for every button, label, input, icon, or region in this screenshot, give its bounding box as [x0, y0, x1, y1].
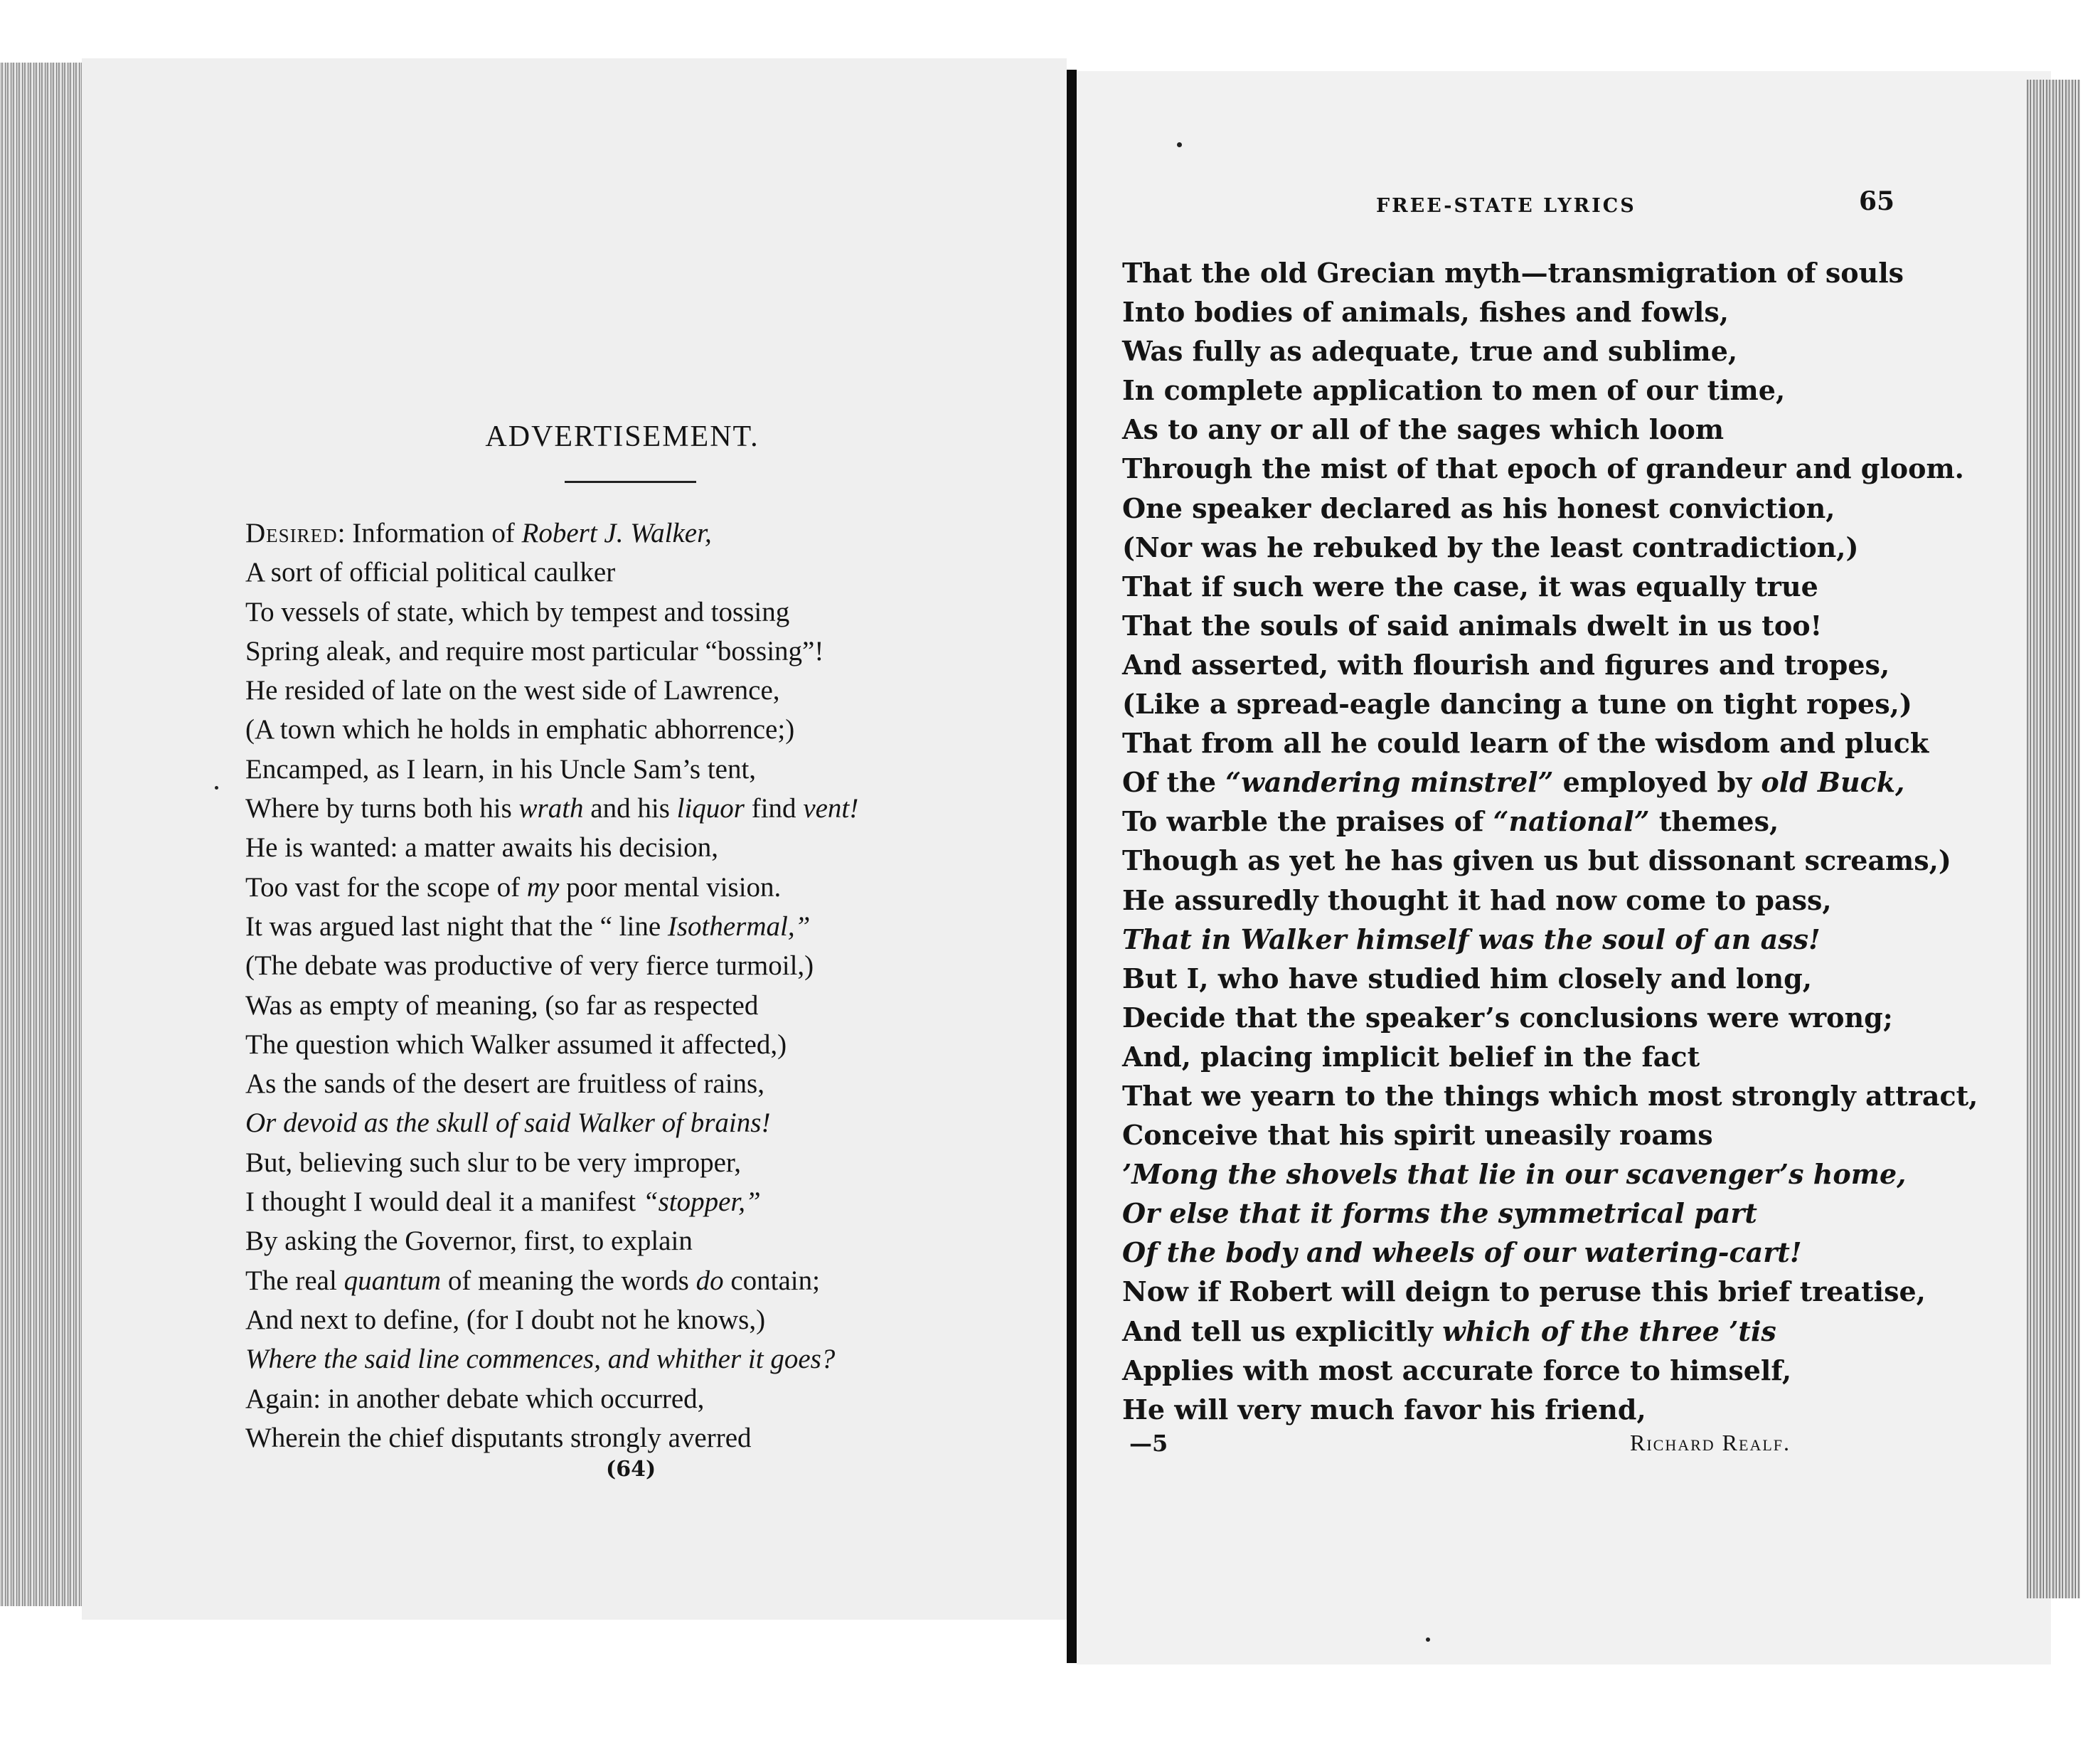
poem-line-text: Too vast for the scope of: [245, 871, 527, 903]
poem-line-text: That in Walker himself was the soul of an ass!: [1122, 923, 1821, 955]
poem-line-text: themes,: [1649, 805, 1779, 838]
poem-line: [245, 789, 858, 828]
poem-line-text: That the old Grecian myth—transmigration of souls: [1122, 257, 1904, 289]
paper-speck: [1177, 142, 1182, 147]
poem-line: [1122, 528, 1978, 567]
poem-line-text: And next to define, (for I doubt not he knows,): [245, 1304, 766, 1335]
paper-speck: [215, 786, 218, 790]
poem-line-text: To warble the praises of: [1122, 805, 1493, 838]
poem-line-text: Where the said line commences, and whither it goes?: [245, 1344, 836, 1375]
poem-line: [245, 1064, 858, 1103]
poem-line-text: (Like a spread-eagle dancing a tune on tight ropes,): [1122, 688, 1912, 721]
poem-line-text: Isothermal,”: [667, 910, 811, 942]
poem-line: [1122, 1272, 1978, 1311]
poem-line-text: “wandering minstrel”: [1225, 766, 1554, 799]
author-signature: Richard Realf.: [1630, 1430, 1791, 1455]
poem-line-text: vent!: [803, 793, 859, 824]
poem-line-text: Into bodies of animals, fishes and fowls,: [1122, 296, 1729, 329]
poem-line-text: I thought I would deal it a manifest: [245, 1186, 643, 1218]
poem-line-text: ’Mong the shovels that lie in our scavenger’s home,: [1122, 1158, 1907, 1191]
poem-line-text: Of the: [1122, 766, 1226, 799]
running-head: FREE-STATE LYRICS: [1376, 195, 1636, 217]
left-page-number: (64): [606, 1457, 656, 1482]
poem-line-text: Of the body and wheels of our watering-cart!: [1122, 1236, 1802, 1269]
poem-line-text: Applies with most accurate force to himself,: [1122, 1354, 1792, 1386]
poem-line-text: quantum: [343, 1265, 442, 1296]
poem-line-text: But I, who have studied him closely and long,: [1122, 962, 1812, 994]
poem-line-text: And tell us explicitly: [1122, 1315, 1443, 1347]
right-page-number: 65: [1859, 186, 1895, 216]
poem-line: [245, 710, 858, 749]
poem-line-text: poor mental vision.: [559, 871, 782, 903]
poem-line: [1122, 645, 1978, 684]
poem-line-text: And, placing implicit belief in the fact: [1122, 1040, 1700, 1073]
poem-line: [245, 1339, 858, 1379]
poem-line-text: As to any or all of the sages which loom: [1122, 413, 1725, 446]
poem-line: [1122, 841, 1978, 880]
poem-line: [1122, 567, 1978, 606]
poem-line: [1122, 253, 1978, 292]
poem-line-text: do: [695, 1265, 724, 1296]
poem-line-text: (The debate was productive of very fierce turmoil,): [245, 950, 814, 982]
right-poem: [1122, 253, 1978, 1429]
poem-line: [1122, 1076, 1978, 1115]
poem-line: [1122, 489, 1978, 528]
poem-line-text: employed by: [1553, 766, 1761, 799]
poem-line: [1122, 881, 1978, 920]
poem-line-text: To vessels of state, which by tempest and tossing: [245, 596, 790, 627]
poem-line-text: liquor: [676, 793, 745, 824]
poem-line-text: He assuredly thought it had now come to pass,: [1122, 883, 1832, 916]
poem-line: [245, 1261, 858, 1300]
poem-line: [1122, 371, 1978, 410]
book-spine: [1067, 70, 1077, 1663]
poem-line-text: of meaning the words: [441, 1265, 696, 1296]
poem-line: [1122, 1390, 1978, 1429]
poem-line-text: That we yearn to the things which most strongly attract,: [1122, 1079, 1978, 1112]
poem-line: [245, 1182, 858, 1221]
poem-line: [245, 828, 858, 867]
poem-line: [1122, 920, 1978, 959]
advertisement-title: ADVERTISEMENT.: [485, 420, 759, 453]
poem-line: [245, 514, 858, 553]
poem-line: [1122, 410, 1978, 449]
poem-line: [245, 907, 858, 946]
poem-line-text: my: [526, 871, 560, 903]
poem-line: [1122, 331, 1978, 371]
poem-line: [1122, 998, 1978, 1037]
poem-line-text: The question which Walker assumed it affected,): [245, 1029, 787, 1060]
poem-line: [1122, 959, 1978, 998]
poem-line: [245, 1221, 858, 1260]
poem-line-text: Spring aleak, and require most particular “bossing”!: [245, 635, 824, 667]
poem-line: [245, 750, 858, 789]
poem-line: [1122, 1037, 1978, 1076]
poem-line: [1122, 1233, 1978, 1272]
poem-line-text: old Buck,: [1761, 766, 1905, 799]
poem-line-text: Where by turns both his: [245, 793, 519, 824]
poem-line: [245, 1300, 858, 1339]
poem-line-text: One speaker declared as his honest conviction,: [1122, 492, 1835, 524]
poem-line-text: Decide that the speaker’s conclusions were wrong;: [1122, 1001, 1893, 1034]
poem-line-text: Or devoid as the skull of said Walker of brains!: [245, 1108, 771, 1139]
poem-line: [1122, 1312, 1978, 1351]
signature-mark: —5: [1129, 1430, 1168, 1457]
poem-line-text: Again: in another debate which occurred,: [245, 1383, 705, 1414]
poem-line: [245, 946, 858, 985]
poem-line-text: Encamped, as I learn, in his Uncle Sam’s tent,: [245, 753, 757, 785]
poem-line: [1122, 1154, 1978, 1194]
poem-line-text: Through the mist of that epoch of grandeur and gloom.: [1122, 452, 1964, 485]
poem-line-text: Conceive that his spirit uneasily roams: [1122, 1119, 1713, 1152]
poem-line-text: find: [744, 793, 804, 824]
poem-line: [1122, 802, 1978, 841]
poem-line: [1122, 723, 1978, 763]
poem-line-text: Was as empty of meaning, (so far as respected: [245, 989, 759, 1021]
poem-line: [1122, 1194, 1978, 1233]
poem-line-text: (A town which he holds in emphatic abhorrence;): [245, 714, 795, 745]
poem-line-text: He resided of late on the west side of Lawrence,: [245, 675, 780, 706]
poem-line-text: contain;: [723, 1265, 820, 1296]
poem-line: [245, 1379, 858, 1418]
poem-line-text: Now if Robert will deign to peruse this brief treatise,: [1122, 1275, 1926, 1308]
poem-line-text: wrath: [518, 793, 584, 824]
left-poem: [245, 514, 858, 1457]
poem-line-text: Or else that it forms the symmetrical part: [1122, 1197, 1757, 1230]
poem-line-text: : Information of: [337, 518, 522, 548]
poem-line-text: In complete application to men of our time,: [1122, 374, 1786, 407]
poem-line-text: That if such were the case, it was equally true: [1122, 570, 1818, 602]
poem-line-text: Wherein the chief disputants strongly averred: [245, 1422, 752, 1453]
poem-line: [245, 1418, 858, 1457]
poem-line-text: “stopper,”: [642, 1186, 761, 1218]
poem-line: [245, 553, 858, 592]
poem-line-text: Desired: [245, 518, 338, 548]
poem-line-text: Though as yet he has given us but dissonant screams,): [1122, 844, 1951, 877]
poem-line-text: which of the three ’tis: [1442, 1315, 1776, 1347]
title-rule: [565, 481, 696, 483]
poem-line: [1122, 1351, 1978, 1390]
poem-line: [1122, 449, 1978, 488]
poem-line: [245, 868, 858, 907]
poem-line-text: Robert J. Walker,: [521, 518, 712, 548]
poem-line: [245, 593, 858, 632]
poem-line-text: A sort of official political caulker: [245, 557, 616, 588]
poem-line-text: And asserted, with flourish and figures and tropes,: [1122, 648, 1890, 681]
poem-line: [1122, 684, 1978, 723]
poem-line: [245, 632, 858, 671]
poem-line: [245, 1143, 858, 1182]
poem-line: [1122, 1115, 1978, 1154]
poem-line-text: He will very much favor his friend,: [1122, 1393, 1646, 1425]
poem-line-text: That the souls of said animals dwelt in us too!: [1122, 609, 1823, 642]
poem-line-text: He is wanted: a matter awaits his decision,: [245, 832, 718, 864]
poem-line-text: By asking the Governor, first, to explain: [245, 1226, 693, 1257]
poem-line: [1122, 763, 1978, 802]
poem-line-text: But, believing such slur to be very improper,: [245, 1147, 742, 1178]
poem-line-text: It was argued last night that the “ line: [245, 910, 668, 942]
poem-line-text: That from all he could learn of the wisdom and pluck: [1122, 727, 1929, 760]
poem-line-text: (Nor was he rebuked by the least contradiction,): [1122, 531, 1859, 563]
poem-line-text: As the sands of the desert are fruitless of rains,: [245, 1068, 764, 1100]
poem-line-text: The real: [245, 1265, 344, 1296]
poem-line: [245, 671, 858, 710]
poem-line: [245, 986, 858, 1025]
poem-line-text: Was fully as adequate, true and sublime,: [1122, 335, 1738, 368]
poem-line: [1122, 606, 1978, 645]
poem-line: [245, 1103, 858, 1142]
paper-speck: [1426, 1637, 1430, 1642]
poem-line: [245, 1025, 858, 1064]
poem-line-text: and his: [583, 793, 677, 824]
right-page-edges: [2027, 80, 2080, 1598]
poem-line-text: “national”: [1493, 805, 1650, 838]
poem-line: [1122, 292, 1978, 331]
